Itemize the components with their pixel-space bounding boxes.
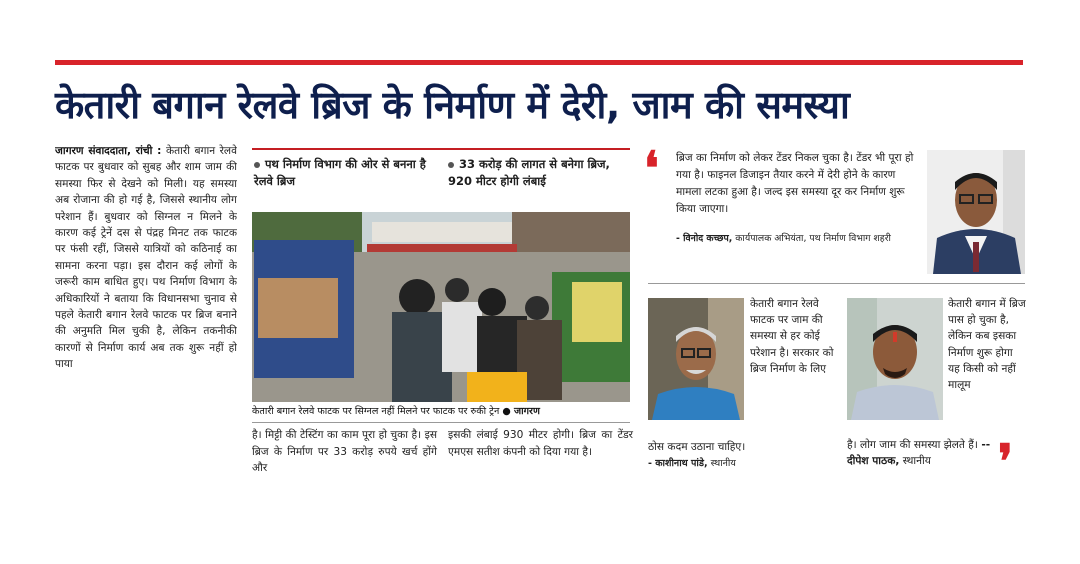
quote-3-text-end: है। लोग जाम की समस्या झेलते हैं। [847,439,978,451]
quote-2-text: केतारी बगान रेलवे फाटक पर जाम की समस्या से हर कोई परेशान है। सरकार को ब्रिज निर्माण के लिए [750,298,834,375]
article-headline: केतारी बगान रेलवे ब्रिज के निर्माण में देरी, जाम की समस्या [55,83,850,127]
street-photo-illustration [252,212,630,402]
quote-3-name: -- दीपेश पाठक, [847,439,991,467]
photo-caption-text: केतारी बगान रेलवे फाटक पर सिग्नल नहीं मिलने पर फाटक पर रुकी ट्रेन [252,406,500,417]
official-portrait-illustration [927,150,1025,274]
article-column-2: है। मिट्टी की टेस्टिंग का काम पूरा हो चुका है। इस ब्रिज के निर्माण पर 33 करोड़ रुपये खर्च होंगे और [252,429,437,475]
local-resident-portrait-1-illustration [648,298,744,420]
quote-1-name: - विनोद कच्छप, [676,233,733,244]
quotes-divider [648,283,1025,284]
highlight-1 [254,156,439,190]
photo-caption [252,404,632,420]
local-resident-portrait-2 [847,298,943,420]
article-column-1 [55,143,237,486]
quote-3-text: केतारी बगान में ब्रिज पास हो चुका है, लेकिन कब इसका निर्माण शुरू होगा यह किसी को नहीं मालूम [948,298,1026,392]
local-resident-portrait-1 [648,298,744,420]
bullet-icon [448,162,454,168]
quote-3-text-continued [847,437,1007,469]
local-resident-portrait-2-illustration [847,298,943,420]
caption-rule [252,422,630,423]
quote-1-role: कार्यपालक अभियंता, पथ निर्माण विभाग शहरी [735,233,891,244]
byline: जागरण संवाददाता, रांची : [55,145,162,157]
highlight-2 [448,156,633,190]
quote-3-role: स्थानीय [902,455,931,467]
quote-2-text-continued: ठोस कदम उठाना चाहिए। [648,441,746,453]
photo-source: ● जागरण [502,406,540,417]
bullet-icon [254,162,260,168]
article-column-3: इसकी लंबाई 930 मीटर होगी। ब्रिज का टेंडर एमएस सतीश कंपनी को दिया गया है। [448,429,633,458]
column-1-text: केतारी बगान रेलवे फाटक पर बुधवार को सुबह और शाम जाम की समस्या फिर से देखने को मिली। यह समस्या अब रोजाना की हो गई है, जिससे स्थानीय लोग परेशान हैं। बुधवार को सिग्नल न मिलने के कारण कई ट्रेनें दस से पंद्रह मिनट तक फाटक पर फंसी रहीं, जिससे यात्रियों को कठिनाई का सामना करना पड़ा। इस दौरान कई लोगों के जरूरी काम बाधित हुए। पथ निर्माण विभाग के अधिकारियों ने बताया कि विधानसभा चुनाव से पहले केतारी बगान रेलवे फाटक पर ब्रिज बनाने की अनुमति मिल चुकी है, लेकिन तकनीकी कारणों से निर्माण कार्य अब तक शुरू नहीं हो पाया [55,145,237,371]
top-red-rule [55,60,1023,65]
quote-2-role: स्थानीय [710,458,736,469]
highlight-1-text: पथ निर्माण विभाग की ओर से बनना है रेलवे ब्रिज [254,157,426,188]
quote-open-icon: ❛ [644,141,659,195]
official-portrait [927,150,1025,274]
quote-1-text: ब्रिज का निर्माण को लेकर टेंडर निकल चुका है। टेंडर भी पूरा हो गया है। फाइनल डिजाइन तैयार करने में देरी होने के कारण मामला लटका हुआ है। जल्द इस समस्या दूर कर निर्माण शुरू किया जाएगा। [676,152,914,215]
street-photo [252,212,630,402]
highlight-2-text: 33 करोड़ की लागत से बनेगा ब्रिज, 920 मीटर होगी लंबाई [448,157,610,188]
quote-close-icon: ❜ [998,434,1013,488]
quote-2-attribution [648,456,828,472]
highlights-rule [252,148,630,150]
quote-1-attribution [676,232,926,246]
quote-2-name: - काशीनाथ पांडे, [648,458,708,469]
